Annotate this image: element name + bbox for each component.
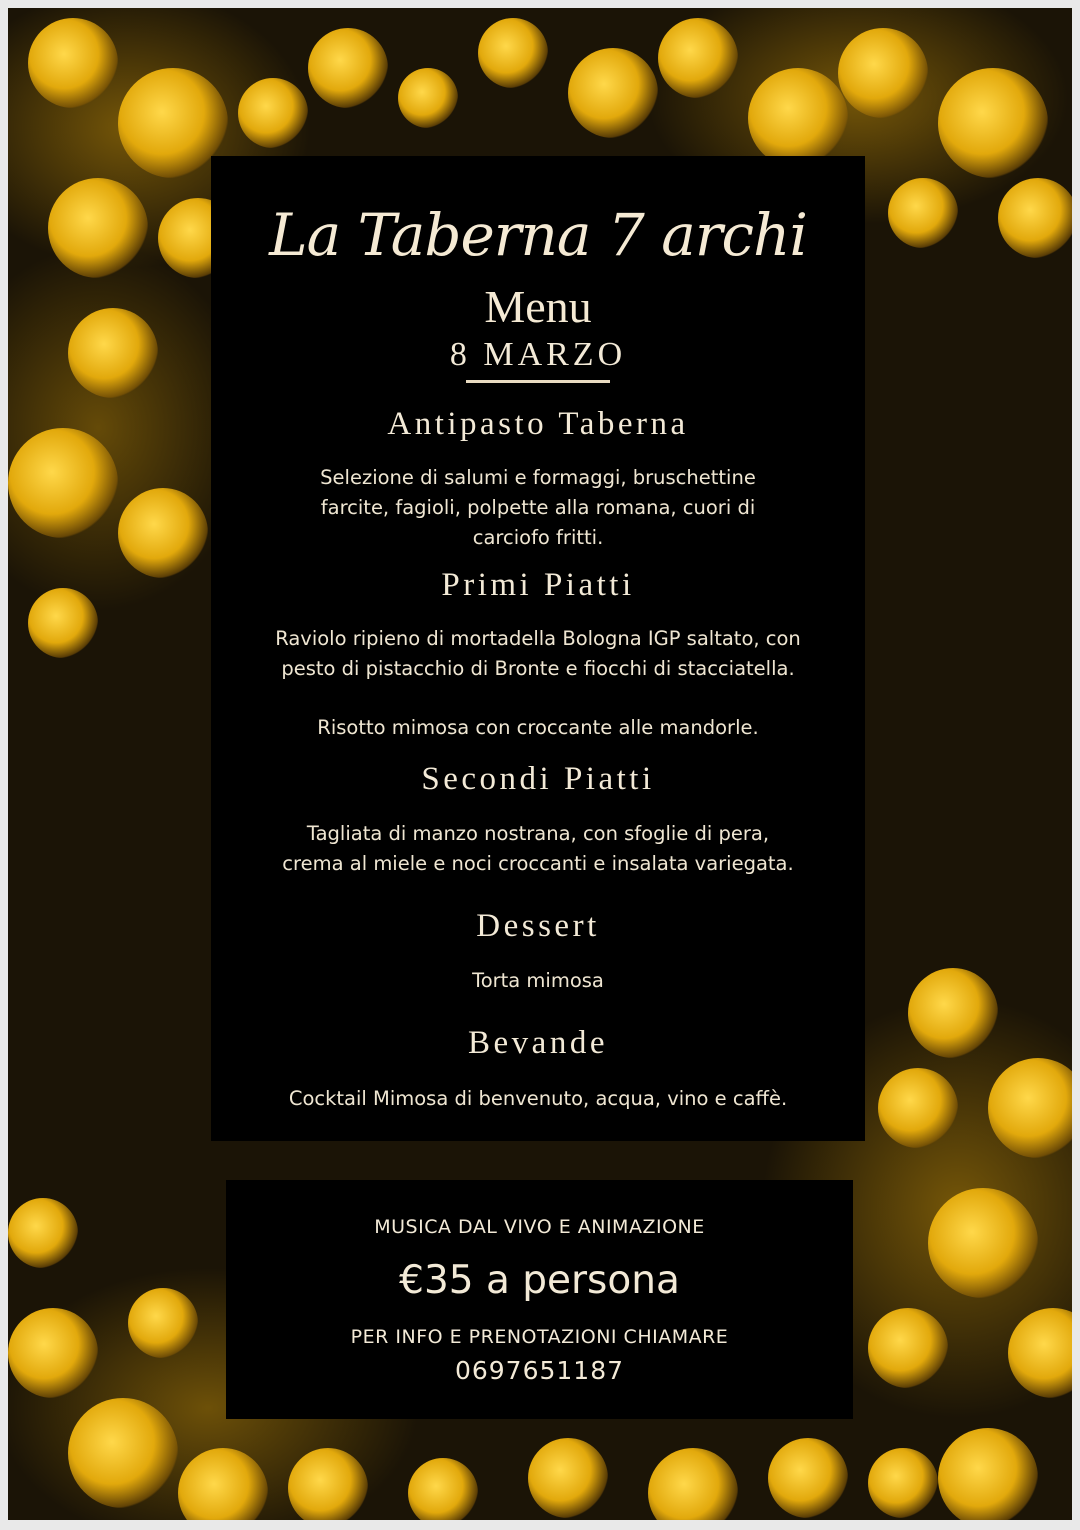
mimosa-flower — [988, 1058, 1072, 1158]
mimosa-flower — [308, 28, 388, 108]
section-heading-antipasto: Antipasto Taberna — [387, 406, 689, 442]
mimosa-flower — [908, 968, 998, 1058]
primi-line-3: Risotto mimosa con croccante alle mandorle. — [317, 716, 759, 739]
section-heading-primi: Primi Piatti — [441, 567, 635, 603]
title-divider — [466, 380, 610, 383]
bevande-line-1: Cocktail Mimosa di benvenuto, acqua, vino e caffè. — [288, 1087, 788, 1110]
mimosa-flower — [8, 1198, 78, 1268]
mimosa-flower — [528, 1438, 608, 1518]
booking-text: PER INFO E PRENOTAZIONI CHIAMARE — [350, 1326, 729, 1348]
mimosa-flower — [118, 488, 208, 578]
mimosa-flower — [938, 68, 1048, 178]
section-heading-dessert: Dessert — [476, 908, 600, 944]
mimosa-flower — [238, 78, 308, 148]
mimosa-flower — [28, 18, 118, 108]
poster — [8, 8, 1072, 1520]
antipasto-line-3: carciofo fritti. — [472, 526, 604, 549]
primi-line-1: Raviolo ripieno di mortadella Bologna IGP saltato, con — [275, 627, 801, 650]
mimosa-flower — [8, 428, 118, 538]
mimosa-flower — [938, 1428, 1038, 1520]
info-panel — [226, 1180, 853, 1419]
mimosa-flower — [928, 1188, 1038, 1298]
mimosa-flower — [838, 28, 928, 118]
mimosa-flower — [128, 1288, 198, 1358]
mimosa-flower — [68, 1398, 178, 1508]
mimosa-flower — [8, 1308, 98, 1398]
mimosa-flower — [408, 1458, 478, 1520]
mimosa-flower — [68, 308, 158, 398]
secondi-line-1: Tagliata di manzo nostrana, con sfoglie di pera, — [306, 822, 770, 845]
mimosa-flower — [888, 178, 958, 248]
mimosa-flower — [868, 1448, 938, 1518]
phone-number: 0697651187 — [454, 1356, 625, 1385]
menu-panel — [211, 156, 865, 1141]
mimosa-flower — [748, 68, 848, 168]
mimosa-flower — [998, 178, 1072, 258]
mimosa-flower — [398, 68, 458, 128]
mimosa-flower — [658, 18, 738, 98]
secondi-line-2: crema al miele e noci croccanti e insalata variegata. — [282, 852, 794, 875]
entertainment-text: MUSICA DAL VIVO E ANIMAZIONE — [374, 1216, 705, 1238]
mimosa-flower — [48, 178, 148, 278]
antipasto-line-1: Selezione di salumi e formaggi, bruschettine — [320, 466, 756, 489]
mimosa-flower — [478, 18, 548, 88]
primi-line-2: pesto di pistacchio di Bronte e fiocchi di stacciatella. — [281, 657, 795, 680]
antipasto-line-2: farcite, fagioli, polpette alla romana, cuori di — [320, 496, 756, 519]
price-text: €35 a persona — [399, 1258, 680, 1303]
mimosa-flower — [768, 1438, 848, 1518]
mimosa-flower — [648, 1448, 738, 1520]
mimosa-flower — [1008, 1308, 1072, 1398]
mimosa-flower — [878, 1068, 958, 1148]
mimosa-flower — [178, 1448, 268, 1520]
mimosa-flower — [28, 588, 98, 658]
mimosa-flower — [868, 1308, 948, 1388]
menu-date: 8 MARZO — [449, 336, 627, 373]
section-heading-secondi: Secondi Piatti — [421, 761, 655, 797]
dessert-line-1: Torta mimosa — [472, 969, 604, 992]
restaurant-name: La Taberna 7 archi — [269, 201, 807, 269]
section-heading-bevande: Bevande — [468, 1025, 608, 1061]
mimosa-flower — [288, 1448, 368, 1520]
mimosa-flower — [568, 48, 658, 138]
menu-title: Menu — [484, 281, 592, 332]
